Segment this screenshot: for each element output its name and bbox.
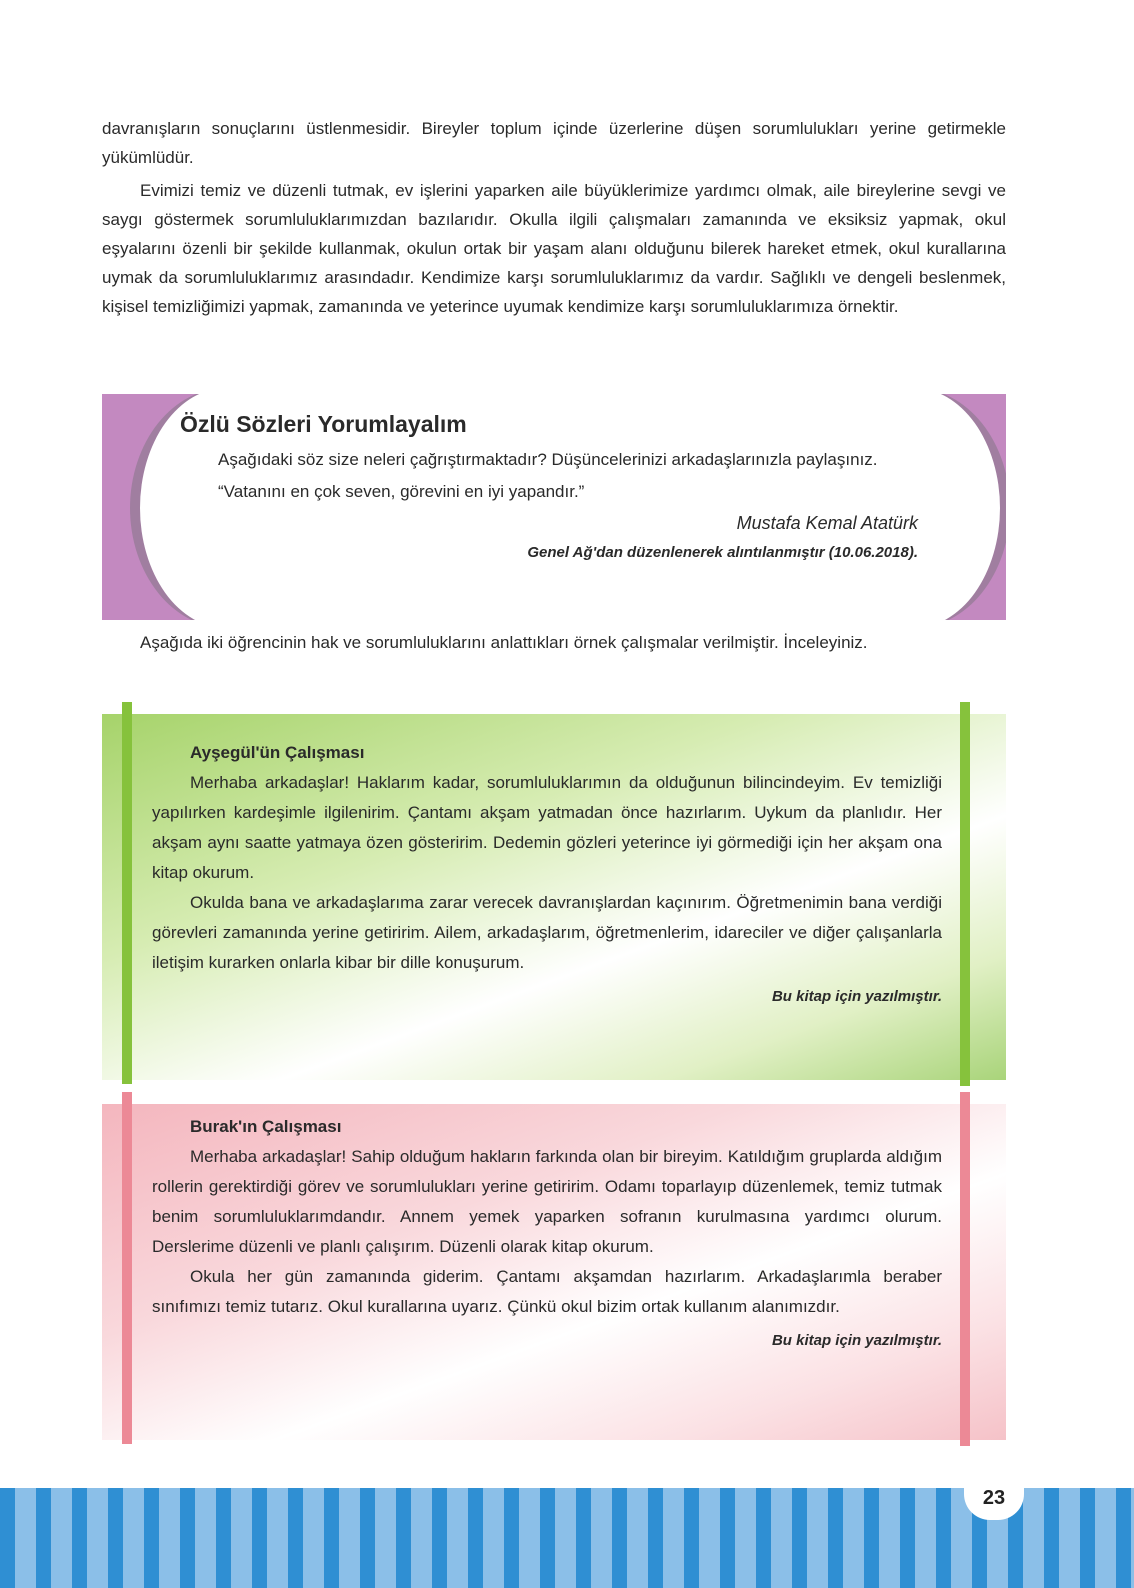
- quote-title: Özlü Sözleri Yorumlayalım: [180, 411, 467, 437]
- aysegul-paragraph-2: Okulda bana ve arkadaşlarıma zarar verecek davranışlardan kaçınırım. Öğretmenimin bana verdiği görevleri zamanında yerine getiririm. Ailem, arkadaşlarım, öğretmenlerim, idareciler ve diğer çalışanlarla iletişim kurarken onlarla kibar bir dille konuşurum.: [152, 893, 942, 972]
- aysegul-title: Ayşegül'ün Çalışması: [190, 743, 365, 762]
- footer-stripes: [0, 1488, 1134, 1588]
- quote-box: [102, 394, 1006, 620]
- green-bar-left: [122, 702, 132, 1084]
- quote-source: Genel Ağ'dan düzenlenerek alıntılanmıştır (10.06.2018).: [527, 544, 918, 561]
- intro-paragraph-responsibilities: Evimizi temiz ve düzenli tutmak, ev işlerini yaparken aile büyüklerimize yardımcı olmak, aile bireylerine sevgi ve saygı göstermek sorumluluklarımızdan bazılarıdır. Okulla ilgili çalışmaları zamanında ve eksiksiz yapmak, okul eşyalarını özenli bir şekilde kullanmak, okulun ortak bir yaşam alanı olduğunu bilerek hareket etmek, okul kurallarına uymak da sorumluluklarımız arasındadır. Kendimize karşı sorumluluklarımız da vardır. Sağlıklı ve dengeli beslenmek, kişisel temizliğimizi yapmak, zamanında ve yeterince uyumak kendimize karşı sorumluluklarımıza örnektir.: [102, 181, 1006, 316]
- burak-source: Bu kitap için yazılmıştır.: [771, 1332, 942, 1349]
- pink-bar-right: [960, 1092, 970, 1446]
- quote-prompt: Aşağıdaki söz size neleri çağrıştırmaktadır? Düşüncelerinizi arkadaşlarınızla paylaşınız.: [218, 450, 878, 469]
- quote-saying: “Vatanını en çok seven, görevini en iyi yapandır.”: [218, 482, 585, 501]
- green-bar-right: [960, 702, 970, 1086]
- burak-title: Burak'ın Çalışması: [190, 1117, 342, 1136]
- pink-bar-left: [122, 1092, 132, 1444]
- burak-paragraph-1: Merhaba arkadaşlar! Sahip olduğum hakların farkında olan bir bireyim. Katıldığım gruplarda aldığım rollerin gerektirdiği görev ve sorumlulukları yerine getiririm. Odamı toparlayıp düzenlemek, temiz tutmak benim sorumluluklarımdandır. Annem yemek yaparken sofranın kurulmasına yardımcı olurum. Derslerime düzenli ve planlı çalışırım. Düzenli olarak kitap okurum.: [152, 1147, 942, 1256]
- page-number: 23: [964, 1476, 1024, 1520]
- quote-author: Mustafa Kemal Atatürk: [736, 513, 918, 533]
- aysegul-content: [152, 738, 942, 1012]
- intro-paragraph-continuation: davranışların sonuçlarını üstlenmesidir. Bireyler toplum içinde üzerlerine düşen sorumlulukları yerine getirmekle yükümlüdür.: [102, 119, 1006, 167]
- quote-content: [180, 400, 918, 568]
- aysegul-source: Bu kitap için yazılmıştır.: [771, 988, 942, 1005]
- aysegul-work-box: [102, 714, 1006, 1080]
- burak-paragraph-2: Okula her gün zamanında giderim. Çantamı akşamdan hazırlarım. Arkadaşlarımla beraber sınıfımızı temiz tutarız. Okul kurallarına uyarız. Çünkü okul bizim ortak kullanım alanımızdır.: [152, 1267, 942, 1316]
- burak-content: [152, 1112, 942, 1356]
- aysegul-paragraph-1: Merhaba arkadaşlar! Haklarım kadar, sorumluluklarımın da olduğunun bilincindeyim. Ev temizliği yapılırken kardeşimle ilgilenirim. Çantamı akşam yatmadan önce hazırlarım. Uykum da planlıdır. Her akşam aynı saatte yatmaya özen gösteririm. Dedemin gözleri yeterince iyi görmediği için her akşam ona kitap okurum.: [152, 773, 942, 882]
- transition-text: Aşağıda iki öğrencinin hak ve sorumluluklarını anlattıkları örnek çalışmalar verilmiştir. İnceleyiniz.: [140, 633, 868, 652]
- burak-work-box: [102, 1104, 1006, 1440]
